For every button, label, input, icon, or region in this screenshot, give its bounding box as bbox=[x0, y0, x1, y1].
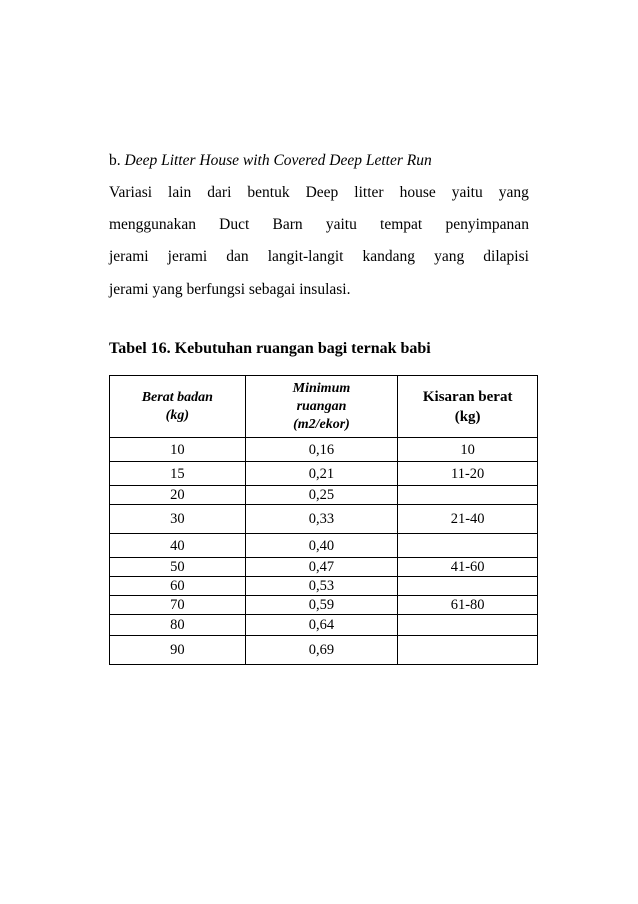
paragraph-line-2 bbox=[109, 215, 529, 235]
cell-berat: 40 bbox=[110, 534, 246, 558]
word: yang bbox=[498, 184, 529, 201]
word: yang bbox=[434, 248, 465, 265]
word: Duct bbox=[219, 216, 250, 233]
cell-berat: 20 bbox=[110, 486, 246, 505]
word: jerami bbox=[109, 248, 149, 265]
word: dari bbox=[207, 184, 232, 201]
paragraph-line-1 bbox=[109, 183, 529, 203]
cell-berat: 90 bbox=[110, 636, 246, 665]
cell-ruangan: 0,40 bbox=[245, 534, 398, 558]
cell-berat: 30 bbox=[110, 505, 246, 534]
cell-ruangan: 0,47 bbox=[245, 558, 398, 577]
word: Deep bbox=[305, 184, 339, 201]
cell-kisaran bbox=[398, 615, 538, 636]
cell-ruangan: 0,25 bbox=[245, 486, 398, 505]
cell-berat: 70 bbox=[110, 596, 246, 615]
header-berat-badan: Berat badan (kg) bbox=[110, 376, 246, 438]
cell-ruangan: 0,33 bbox=[245, 505, 398, 534]
table-row bbox=[110, 596, 538, 615]
word: tempat bbox=[380, 216, 423, 233]
cell-ruangan: 0,53 bbox=[245, 577, 398, 596]
table-row bbox=[110, 462, 538, 486]
cell-kisaran: 61-80 bbox=[398, 596, 538, 615]
word: menggunakan bbox=[109, 216, 196, 233]
header-minimum-ruangan: Minimum ruangan (m2/ekor) bbox=[245, 376, 398, 438]
cell-kisaran bbox=[398, 534, 538, 558]
cell-ruangan: 0,59 bbox=[245, 596, 398, 615]
word: dilapisi bbox=[483, 248, 529, 265]
table-row bbox=[110, 636, 538, 665]
cell-berat: 80 bbox=[110, 615, 246, 636]
cell-kisaran: 41-60 bbox=[398, 558, 538, 577]
section-prefix: b. bbox=[109, 152, 125, 169]
header-kisaran-berat: Kisaran berat (kg) bbox=[398, 376, 538, 438]
word: jerami bbox=[167, 248, 208, 265]
section-heading bbox=[109, 151, 432, 171]
table-header-row bbox=[110, 376, 538, 438]
cell-berat: 15 bbox=[110, 462, 246, 486]
cell-berat: 50 bbox=[110, 558, 246, 577]
cell-kisaran: 11-20 bbox=[398, 462, 538, 486]
word: penyimpanan bbox=[445, 216, 529, 233]
table-row bbox=[110, 577, 538, 596]
cell-kisaran bbox=[398, 486, 538, 505]
word: yaitu bbox=[451, 184, 483, 201]
paragraph-line-3 bbox=[109, 247, 529, 267]
table-row bbox=[110, 615, 538, 636]
word: litter bbox=[354, 184, 384, 201]
table-row bbox=[110, 558, 538, 577]
cell-berat: 60 bbox=[110, 577, 246, 596]
word: Barn bbox=[272, 216, 303, 233]
word: bentuk bbox=[247, 184, 290, 201]
word: langit-langit bbox=[267, 248, 344, 265]
cell-ruangan: 0,64 bbox=[245, 615, 398, 636]
cell-kisaran: 21-40 bbox=[398, 505, 538, 534]
cell-ruangan: 0,21 bbox=[245, 462, 398, 486]
paragraph-line-4: jerami yang berfungsi sebagai insulasi. bbox=[109, 281, 351, 298]
word: house bbox=[399, 184, 436, 201]
cell-kisaran bbox=[398, 577, 538, 596]
word: lain bbox=[168, 184, 192, 201]
cell-ruangan: 0,69 bbox=[245, 636, 398, 665]
section-title: Deep Litter House with Covered Deep Letter Run bbox=[124, 152, 432, 169]
cell-kisaran bbox=[398, 636, 538, 665]
table-caption: Tabel 16. Kebutuhan ruangan bagi ternak babi bbox=[109, 340, 431, 357]
cell-kisaran: 10 bbox=[398, 438, 538, 462]
table-row bbox=[110, 438, 538, 462]
cell-berat: 10 bbox=[110, 438, 246, 462]
word: dan bbox=[226, 248, 249, 265]
table-row bbox=[110, 486, 538, 505]
word: yaitu bbox=[325, 216, 357, 233]
space-requirement-table bbox=[109, 375, 538, 665]
table-row bbox=[110, 534, 538, 558]
table-row bbox=[110, 505, 538, 534]
cell-ruangan: 0,16 bbox=[245, 438, 398, 462]
word: Variasi bbox=[109, 184, 153, 201]
word: kandang bbox=[362, 248, 416, 265]
